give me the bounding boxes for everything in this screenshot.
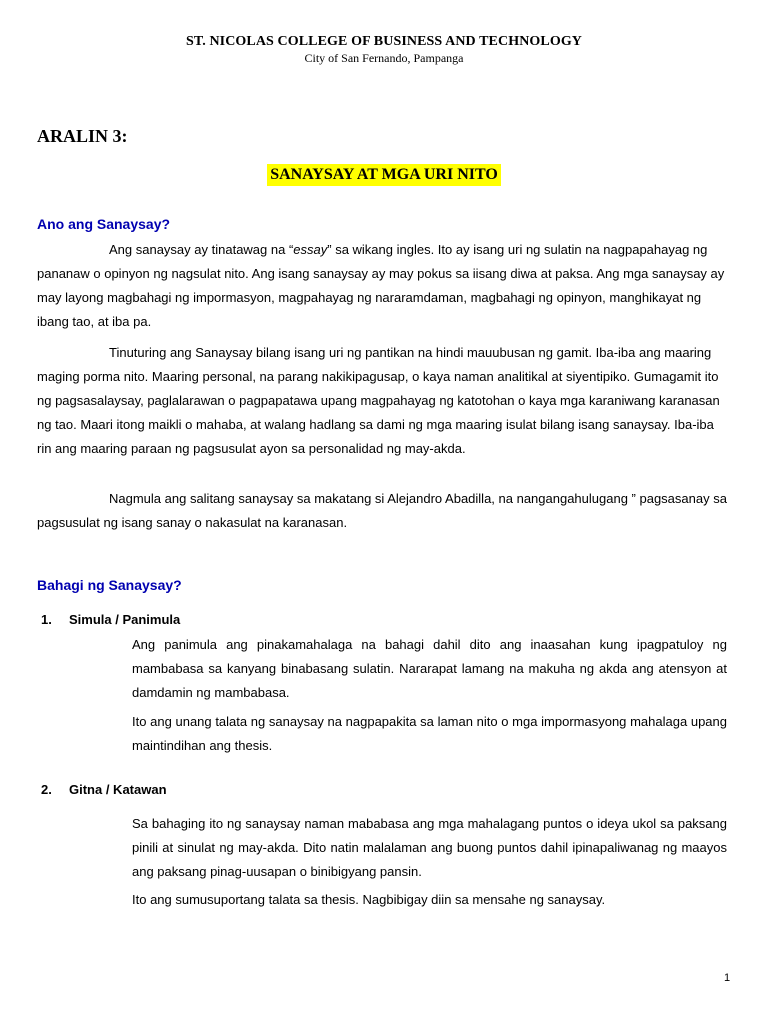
- paragraph-forms: [37, 341, 727, 461]
- lesson-title: SANAYSAY AT MGA URI NITO: [267, 164, 501, 186]
- list-item-label: Simula / Panimula: [69, 612, 181, 627]
- list-number: 1.: [41, 612, 52, 627]
- paragraph-definition-text-end: ” sa wikang ingles. Ito ay isang uri ng sulatin na nagpapahayag ng pananaw o opinyon ng nagsulat nito. Ang isang sanaysay ay may pokus sa iisang diwa at paksa. Ang mga sanaysay ay may layong magbahagi ng impormasyon, magpahayag ng nararamdaman, magbahagi ng opinyon, manghikayat ng ibang tao, at iba pa.: [37, 242, 725, 329]
- essay-term: essay: [293, 242, 328, 257]
- paragraph-origin: [37, 487, 727, 535]
- list-item-paragraph: Ito ang unang talata ng sanaysay na nagpapakita sa laman nito o mga impormasyong mahalaga upang maintindihan ang thesis.: [132, 714, 727, 753]
- list-item-paragraph: Ang panimula ang pinakamahalaga na bahagi dahil dito ang inaasahan kung ipagpatuloy ng mambabasa sa kanyang binabasang sulatin. Nararapat lamang na makuha ng akda ang atensyon at damdamin ng mambabasa.: [132, 637, 727, 700]
- page-number: 1: [724, 972, 731, 984]
- school-name: ST. NICOLAS COLLEGE OF BUSINESS AND TECHNOLOGY: [185, 34, 583, 49]
- section-heading-parts: Bahagi ng Sanaysay?: [37, 577, 182, 593]
- paragraph-forms-text: Tinuturing ang Sanaysay bilang isang uri ng pantikan na hindi mauubusan ng gamit. Iba-iba ang maaring maging porma nito. Maaring personal, na parang nakikipagusap, o kaya naman analitikal at siyentipiko. Gumagamit ito ng pagsasalaysay, paglalarawan o pagpapatawa upang magpahayag ng katotohan o kaya mga karaniwang karanasan ng tao. Maari itong maikli o mahaba, at walang hadlang sa dami ng mga maaring isulat bilang isang sanaysay. Iba-iba rin ang maaring paraan ng pagsusulat ayon sa personalidad ng may-akda.: [37, 345, 720, 456]
- school-city: City of San Fernando, Pampanga: [304, 51, 464, 65]
- list-number: 2.: [41, 782, 52, 797]
- paragraph-definition: [37, 238, 727, 334]
- lesson-label: ARALIN 3:: [37, 126, 128, 146]
- section-heading-what: Ano ang Sanaysay?: [37, 216, 171, 232]
- paragraph-definition-text-start: Ang sanaysay ay tinatawag na “: [109, 242, 294, 257]
- list-item-paragraph: Ito ang sumusuportang talata sa thesis. Nagbibigay diin sa mensahe ng sanaysay.: [132, 892, 606, 907]
- lesson-title-row: [0, 164, 768, 186]
- paragraph-origin-text: Nagmula ang salitang sanaysay sa makatang si Alejandro Abadilla, na nangangahulugang ” pagsasanay sa pagsusulat ng isang sanay o nakasulat na karanasan.: [37, 491, 727, 530]
- list-item-paragraph: Sa bahaging ito ng sanaysay naman mababasa ang mga mahalagang puntos o ideya ukol sa paksang pinili at sinulat ng may-akda. Dito natin malalaman ang buong puntos dahil ipinapaliwanag ng maayos ang paksang pinag-uusapan o binibigyang pansin.: [132, 816, 727, 879]
- list-item-label: Gitna / Katawan: [69, 782, 167, 797]
